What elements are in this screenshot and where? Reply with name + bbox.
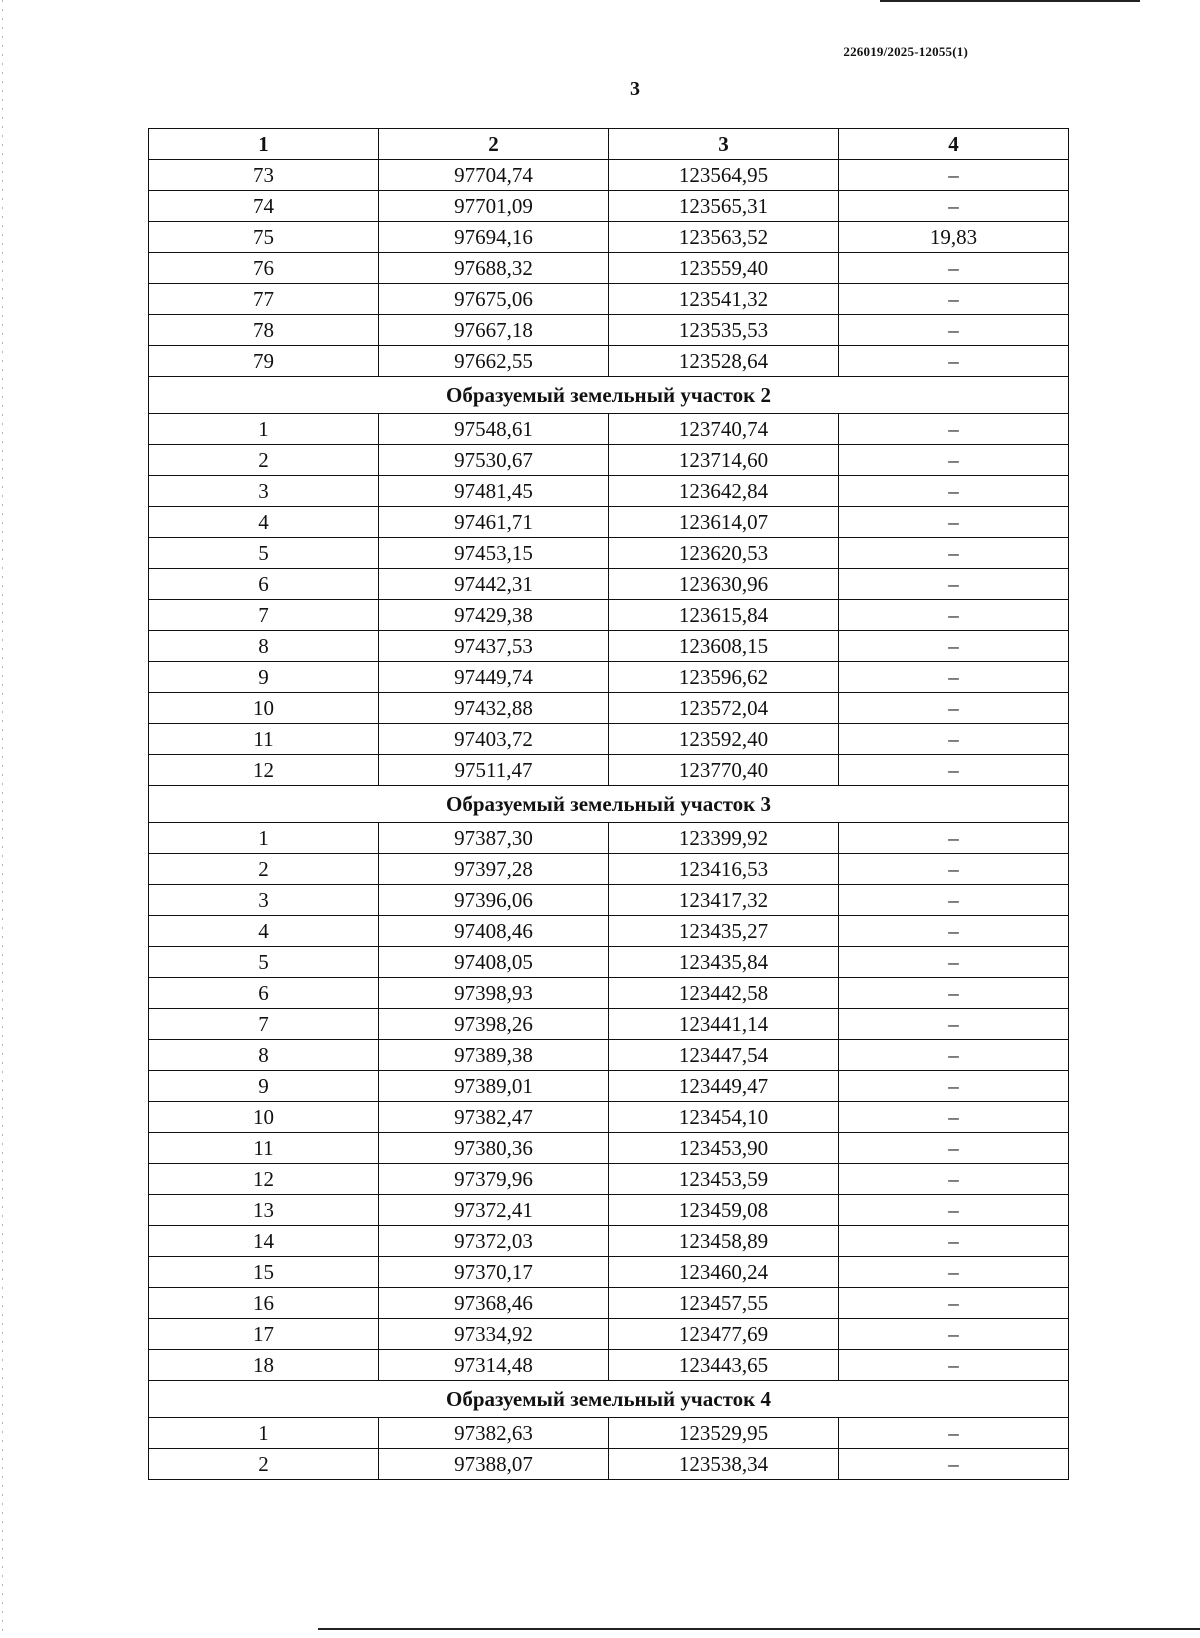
table-row	[149, 1164, 1069, 1195]
point-number-cell: 2	[149, 445, 379, 476]
table-row	[149, 538, 1069, 569]
y-coordinate-cell: 123399,92	[609, 823, 839, 854]
y-coordinate-cell: 123714,60	[609, 445, 839, 476]
x-coordinate-cell: 97382,47	[379, 1102, 609, 1133]
table-row	[149, 507, 1069, 538]
y-coordinate-cell: 123535,53	[609, 315, 839, 346]
table-header	[149, 129, 1069, 160]
table-row	[149, 284, 1069, 315]
table-row	[149, 693, 1069, 724]
x-coordinate-cell: 97370,17	[379, 1257, 609, 1288]
value-cell: –	[839, 1009, 1069, 1040]
point-number-cell: 17	[149, 1319, 379, 1350]
y-coordinate-cell: 123453,59	[609, 1164, 839, 1195]
y-coordinate-cell: 123559,40	[609, 253, 839, 284]
x-coordinate-cell: 97380,36	[379, 1133, 609, 1164]
value-cell: –	[839, 1449, 1069, 1480]
point-number-cell: 16	[149, 1288, 379, 1319]
value-cell: –	[839, 947, 1069, 978]
header-col-3: 3	[609, 129, 839, 160]
value-cell: –	[839, 662, 1069, 693]
section-title: Образуемый земельный участок 2	[149, 377, 1069, 414]
y-coordinate-cell: 123457,55	[609, 1288, 839, 1319]
value-cell: –	[839, 445, 1069, 476]
x-coordinate-cell: 97382,63	[379, 1418, 609, 1449]
table-row	[149, 1319, 1069, 1350]
value-cell: –	[839, 1319, 1069, 1350]
y-coordinate-cell: 123454,10	[609, 1102, 839, 1133]
y-coordinate-cell: 123642,84	[609, 476, 839, 507]
point-number-cell: 4	[149, 507, 379, 538]
table-row	[149, 1350, 1069, 1381]
table-row	[149, 414, 1069, 445]
table-row	[149, 978, 1069, 1009]
value-cell: –	[839, 631, 1069, 662]
point-number-cell: 12	[149, 755, 379, 786]
point-number-cell: 1	[149, 1418, 379, 1449]
y-coordinate-cell: 123442,58	[609, 978, 839, 1009]
value-cell: –	[839, 854, 1069, 885]
point-number-cell: 10	[149, 1102, 379, 1133]
x-coordinate-cell: 97372,03	[379, 1226, 609, 1257]
y-coordinate-cell: 123477,69	[609, 1319, 839, 1350]
point-number-cell: 10	[149, 693, 379, 724]
point-number-cell: 9	[149, 1071, 379, 1102]
section-row	[149, 1381, 1069, 1418]
y-coordinate-cell: 123435,27	[609, 916, 839, 947]
x-coordinate-cell: 97314,48	[379, 1350, 609, 1381]
value-cell: –	[839, 538, 1069, 569]
x-coordinate-cell: 97437,53	[379, 631, 609, 662]
table-row	[149, 1257, 1069, 1288]
x-coordinate-cell: 97667,18	[379, 315, 609, 346]
table-row	[149, 724, 1069, 755]
y-coordinate-cell: 123538,34	[609, 1449, 839, 1480]
table-row	[149, 1226, 1069, 1257]
scan-edge-left	[2, 0, 3, 1638]
y-coordinate-cell: 123441,14	[609, 1009, 839, 1040]
table-row	[149, 1288, 1069, 1319]
y-coordinate-cell: 123449,47	[609, 1071, 839, 1102]
scan-edge-bottom	[318, 1628, 1200, 1630]
x-coordinate-cell: 97453,15	[379, 538, 609, 569]
point-number-cell: 8	[149, 1040, 379, 1071]
x-coordinate-cell: 97694,16	[379, 222, 609, 253]
x-coordinate-cell: 97398,26	[379, 1009, 609, 1040]
section-title: Образуемый земельный участок 3	[149, 786, 1069, 823]
y-coordinate-cell: 123460,24	[609, 1257, 839, 1288]
value-cell: –	[839, 1102, 1069, 1133]
y-coordinate-cell: 123630,96	[609, 569, 839, 600]
point-number-cell: 2	[149, 854, 379, 885]
point-number-cell: 14	[149, 1226, 379, 1257]
point-number-cell: 13	[149, 1195, 379, 1226]
table-row	[149, 854, 1069, 885]
point-number-cell: 7	[149, 600, 379, 631]
y-coordinate-cell: 123443,65	[609, 1350, 839, 1381]
point-number-cell: 15	[149, 1257, 379, 1288]
x-coordinate-cell: 97442,31	[379, 569, 609, 600]
y-coordinate-cell: 123608,15	[609, 631, 839, 662]
point-number-cell: 5	[149, 538, 379, 569]
value-cell: –	[839, 253, 1069, 284]
header-col-4: 4	[839, 129, 1069, 160]
point-number-cell: 3	[149, 476, 379, 507]
point-number-cell: 77	[149, 284, 379, 315]
y-coordinate-cell: 123564,95	[609, 160, 839, 191]
value-cell: –	[839, 1195, 1069, 1226]
table-row	[149, 631, 1069, 662]
x-coordinate-cell: 97461,71	[379, 507, 609, 538]
x-coordinate-cell: 97379,96	[379, 1164, 609, 1195]
y-coordinate-cell: 123572,04	[609, 693, 839, 724]
value-cell: –	[839, 978, 1069, 1009]
point-number-cell: 73	[149, 160, 379, 191]
document-id: 226019/2025-12055(1)	[843, 44, 968, 59]
value-cell: –	[839, 1164, 1069, 1195]
y-coordinate-cell: 123459,08	[609, 1195, 839, 1226]
point-number-cell: 7	[149, 1009, 379, 1040]
x-coordinate-cell: 97408,46	[379, 916, 609, 947]
y-coordinate-cell: 123447,54	[609, 1040, 839, 1071]
point-number-cell: 12	[149, 1164, 379, 1195]
y-coordinate-cell: 123528,64	[609, 346, 839, 377]
y-coordinate-cell: 123620,53	[609, 538, 839, 569]
table-row	[149, 755, 1069, 786]
x-coordinate-cell: 97398,93	[379, 978, 609, 1009]
value-cell: –	[839, 569, 1069, 600]
y-coordinate-cell: 123458,89	[609, 1226, 839, 1257]
table-row	[149, 346, 1069, 377]
point-number-cell: 3	[149, 885, 379, 916]
value-cell: –	[839, 1133, 1069, 1164]
value-cell: –	[839, 414, 1069, 445]
point-number-cell: 5	[149, 947, 379, 978]
value-cell: –	[839, 1350, 1069, 1381]
point-number-cell: 76	[149, 253, 379, 284]
section-title: Образуемый земельный участок 4	[149, 1381, 1069, 1418]
value-cell: –	[839, 1040, 1069, 1071]
x-coordinate-cell: 97701,09	[379, 191, 609, 222]
value-cell: –	[839, 885, 1069, 916]
y-coordinate-cell: 123417,32	[609, 885, 839, 916]
point-number-cell: 74	[149, 191, 379, 222]
value-cell: 19,83	[839, 222, 1069, 253]
y-coordinate-cell: 123770,40	[609, 755, 839, 786]
x-coordinate-cell: 97432,88	[379, 693, 609, 724]
x-coordinate-cell: 97387,30	[379, 823, 609, 854]
value-cell: –	[839, 823, 1069, 854]
x-coordinate-cell: 97396,06	[379, 885, 609, 916]
value-cell: –	[839, 724, 1069, 755]
x-coordinate-cell: 97449,74	[379, 662, 609, 693]
value-cell: –	[839, 507, 1069, 538]
table-row	[149, 1449, 1069, 1480]
x-coordinate-cell: 97429,38	[379, 600, 609, 631]
coordinates-table	[148, 128, 1069, 1480]
y-coordinate-cell: 123615,84	[609, 600, 839, 631]
value-cell: –	[839, 1418, 1069, 1449]
point-number-cell: 6	[149, 569, 379, 600]
table-row	[149, 222, 1069, 253]
section-row	[149, 377, 1069, 414]
x-coordinate-cell: 97334,92	[379, 1319, 609, 1350]
point-number-cell: 8	[149, 631, 379, 662]
value-cell: –	[839, 600, 1069, 631]
point-number-cell: 6	[149, 978, 379, 1009]
table-row	[149, 1071, 1069, 1102]
y-coordinate-cell: 123614,07	[609, 507, 839, 538]
y-coordinate-cell: 123592,40	[609, 724, 839, 755]
value-cell: –	[839, 755, 1069, 786]
y-coordinate-cell: 123453,90	[609, 1133, 839, 1164]
value-cell: –	[839, 916, 1069, 947]
table-row	[149, 885, 1069, 916]
x-coordinate-cell: 97662,55	[379, 346, 609, 377]
y-coordinate-cell: 123740,74	[609, 414, 839, 445]
point-number-cell: 1	[149, 414, 379, 445]
value-cell: –	[839, 476, 1069, 507]
table-row	[149, 823, 1069, 854]
table-row	[149, 947, 1069, 978]
x-coordinate-cell: 97397,28	[379, 854, 609, 885]
y-coordinate-cell: 123416,53	[609, 854, 839, 885]
x-coordinate-cell: 97688,32	[379, 253, 609, 284]
table-row	[149, 916, 1069, 947]
y-coordinate-cell: 123596,62	[609, 662, 839, 693]
table-row	[149, 600, 1069, 631]
x-coordinate-cell: 97372,41	[379, 1195, 609, 1226]
value-cell: –	[839, 191, 1069, 222]
table-row	[149, 191, 1069, 222]
y-coordinate-cell: 123565,31	[609, 191, 839, 222]
table-row	[149, 1133, 1069, 1164]
table-row	[149, 1195, 1069, 1226]
value-cell: –	[839, 1257, 1069, 1288]
point-number-cell: 9	[149, 662, 379, 693]
section-row	[149, 786, 1069, 823]
y-coordinate-cell: 123541,32	[609, 284, 839, 315]
table-row	[149, 1102, 1069, 1133]
x-coordinate-cell: 97408,05	[379, 947, 609, 978]
table-row	[149, 445, 1069, 476]
page-number: 3	[630, 78, 640, 100]
y-coordinate-cell: 123563,52	[609, 222, 839, 253]
x-coordinate-cell: 97403,72	[379, 724, 609, 755]
value-cell: –	[839, 315, 1069, 346]
x-coordinate-cell: 97704,74	[379, 160, 609, 191]
header-col-2: 2	[379, 129, 609, 160]
point-number-cell: 2	[149, 1449, 379, 1480]
x-coordinate-cell: 97368,46	[379, 1288, 609, 1319]
header-col-1: 1	[149, 129, 379, 160]
table-row	[149, 253, 1069, 284]
x-coordinate-cell: 97530,67	[379, 445, 609, 476]
x-coordinate-cell: 97481,45	[379, 476, 609, 507]
table-row	[149, 160, 1069, 191]
point-number-cell: 18	[149, 1350, 379, 1381]
point-number-cell: 11	[149, 1133, 379, 1164]
table-row	[149, 569, 1069, 600]
table-row	[149, 1418, 1069, 1449]
value-cell: –	[839, 284, 1069, 315]
point-number-cell: 11	[149, 724, 379, 755]
point-number-cell: 75	[149, 222, 379, 253]
value-cell: –	[839, 1288, 1069, 1319]
point-number-cell: 79	[149, 346, 379, 377]
table-row	[149, 1040, 1069, 1071]
x-coordinate-cell: 97548,61	[379, 414, 609, 445]
scan-edge-top	[880, 0, 1140, 2]
header-row	[149, 129, 1069, 160]
value-cell: –	[839, 1226, 1069, 1257]
table-body	[149, 160, 1069, 1480]
y-coordinate-cell: 123435,84	[609, 947, 839, 978]
value-cell: –	[839, 693, 1069, 724]
y-coordinate-cell: 123529,95	[609, 1418, 839, 1449]
x-coordinate-cell: 97389,38	[379, 1040, 609, 1071]
point-number-cell: 1	[149, 823, 379, 854]
table-row	[149, 662, 1069, 693]
value-cell: –	[839, 346, 1069, 377]
x-coordinate-cell: 97675,06	[379, 284, 609, 315]
table-row	[149, 1009, 1069, 1040]
x-coordinate-cell: 97511,47	[379, 755, 609, 786]
x-coordinate-cell: 97388,07	[379, 1449, 609, 1480]
value-cell: –	[839, 1071, 1069, 1102]
point-number-cell: 4	[149, 916, 379, 947]
table-row	[149, 315, 1069, 346]
value-cell: –	[839, 160, 1069, 191]
table-row	[149, 476, 1069, 507]
x-coordinate-cell: 97389,01	[379, 1071, 609, 1102]
point-number-cell: 78	[149, 315, 379, 346]
